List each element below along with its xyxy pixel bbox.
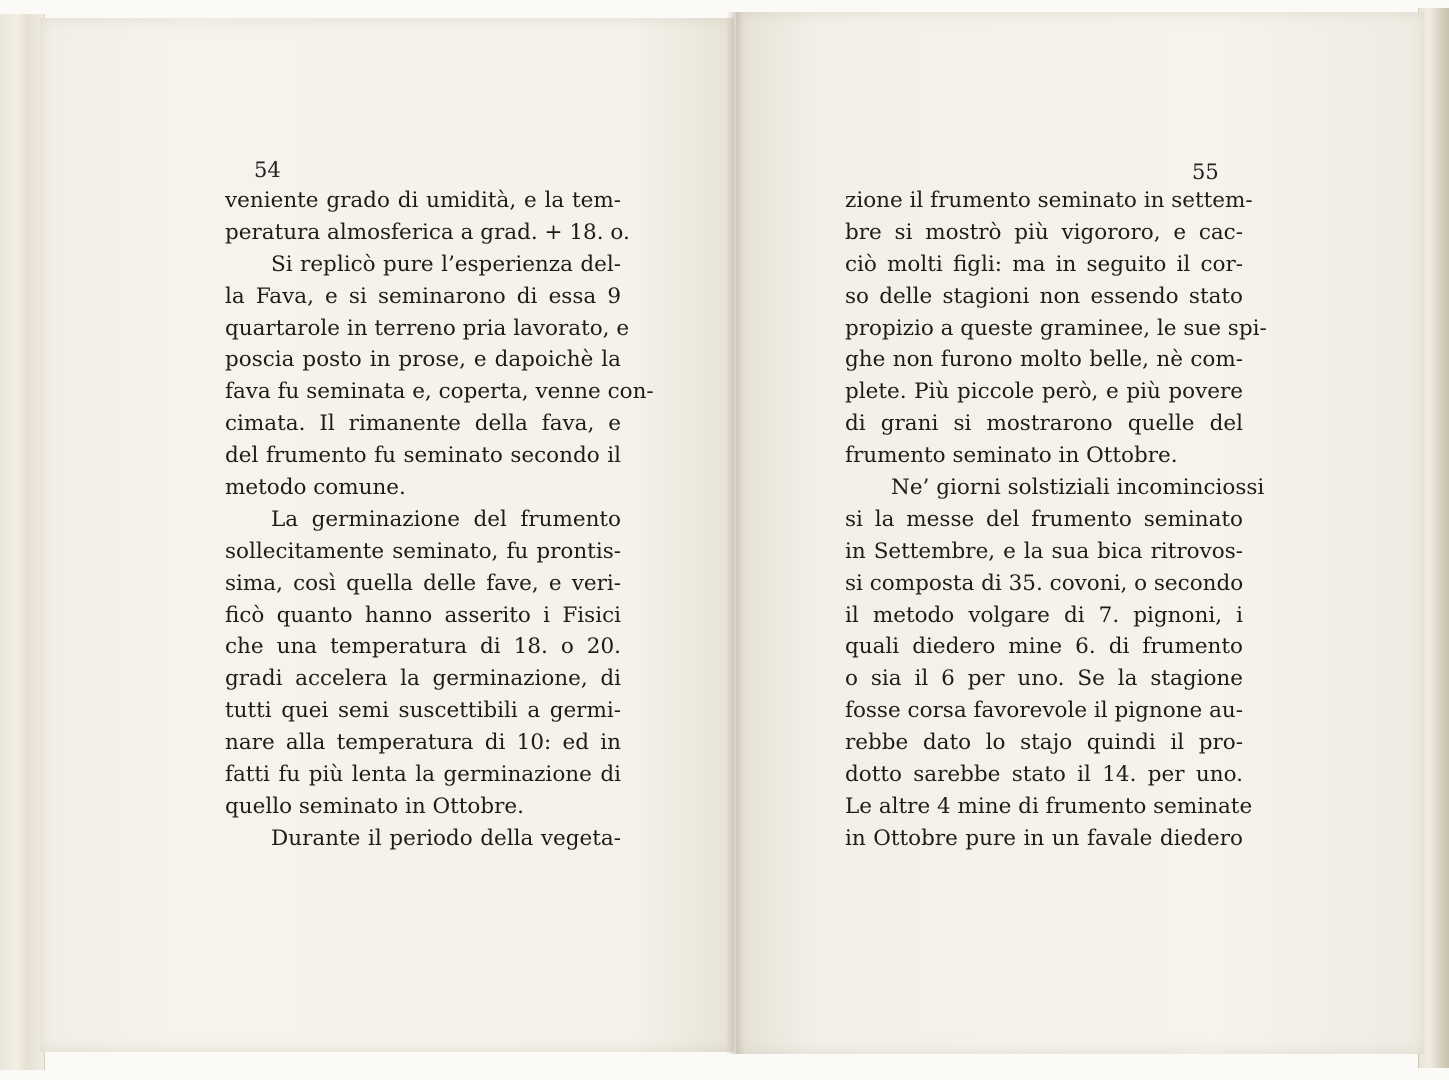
text-line: che una temperatura di 18. o 20. — [225, 634, 621, 660]
text-line: frumento seminato in Ottobre. — [845, 443, 1178, 469]
text-line: Ne’ giorni solstiziali incominciossi — [891, 475, 1265, 501]
right-page-number: 55 — [1192, 160, 1219, 184]
text-line: ficò quanto hanno asserito i Fisici — [225, 602, 621, 628]
text-line: rebbe dato lo stajo quindi il pro- — [845, 730, 1243, 756]
text-line: di grani si mostrarono quelle del — [845, 411, 1243, 437]
text-line: bre si mostrò più vigororo, e cac- — [845, 219, 1243, 245]
text-line: veniente grado di umidità, e la tem- — [225, 188, 621, 213]
text-line: zione il frumento seminato in settem- — [845, 188, 1253, 213]
text-line: cimata. Il rimanente della fava, e — [225, 411, 621, 437]
book-gutter — [726, 12, 744, 1054]
text-line: La germinazione del frumento — [271, 506, 621, 532]
text-line: tutti quei semi suscettibili a germi- — [225, 698, 621, 724]
text-line: la Fava, e si seminarono di essa 9 — [225, 283, 621, 309]
text-line: peratura almosferica a grad. + 18. o. — [225, 219, 630, 245]
text-line: quello seminato in Ottobre. — [225, 793, 524, 819]
text-line: poscia posto in prose, e dapoichè la — [225, 347, 621, 373]
text-line: il metodo volgare di 7. pignoni, i — [845, 602, 1243, 628]
text-line: plete. Più piccole però, e più povere — [845, 379, 1243, 405]
text-line: fatti fu più lenta la germinazione di — [225, 762, 621, 788]
left-page-text — [225, 185, 654, 855]
text-line: sima, così quella delle fave, e veri- — [225, 570, 621, 596]
text-line: fosse corsa favorevole il pignone au- — [845, 698, 1243, 724]
text-line: si composta di 35. covoni, o secondo — [845, 570, 1244, 596]
text-line: dotto sarebbe stato il 14. per uno. — [845, 762, 1243, 788]
text-line: in Ottobre pure in un favale diedero — [845, 825, 1243, 851]
text-line: si la messe del frumento seminato — [845, 506, 1243, 532]
text-line: propizio a queste graminee, le sue spi- — [845, 315, 1267, 341]
text-line: Si replicò pure l’esperienza del- — [271, 251, 621, 277]
text-line: metodo comune. — [225, 475, 406, 501]
text-line: nare alla temperatura di 10: ed in — [225, 730, 621, 756]
text-line: ghe non furono molto belle, nè com- — [845, 347, 1243, 373]
text-line: Durante il periodo della vegeta- — [271, 825, 621, 851]
text-line: quartarole in terreno pria lavorato, e — [225, 315, 630, 341]
text-line: quali diedero mine 6. di frumento — [845, 634, 1243, 660]
text-line: so delle stagioni non essendo stato — [845, 283, 1243, 309]
right-page-text — [845, 185, 1267, 855]
text-line: o sia il 6 per uno. Se la stagione — [845, 666, 1243, 692]
text-line: del frumento fu seminato secondo il — [225, 443, 621, 469]
text-line: Le altre 4 mine di frumento seminate — [845, 793, 1253, 819]
text-line: in Settembre, e la sua bica ritrovos- — [845, 538, 1243, 564]
text-line: gradi accelera la germinazione, di — [225, 666, 621, 692]
text-line: sollecitamente seminato, fu prontis- — [225, 538, 621, 564]
left-page-number: 54 — [254, 158, 281, 182]
left-page-edges — [0, 14, 45, 1070]
text-line: fava fu seminata e, coperta, venne con- — [225, 379, 654, 405]
text-line: ciò molti figli: ma in seguito il cor- — [845, 251, 1243, 277]
